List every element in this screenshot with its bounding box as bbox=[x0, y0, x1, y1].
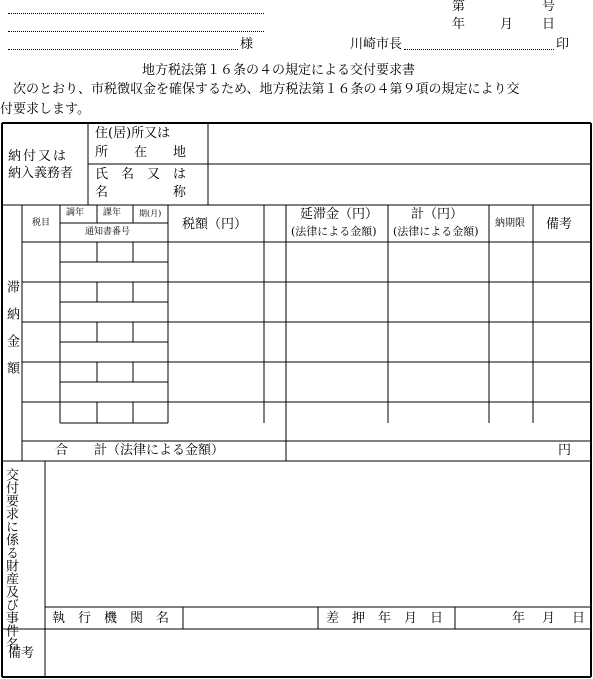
doc-number-gou: 号 bbox=[542, 0, 556, 14]
property-field[interactable] bbox=[46, 462, 590, 606]
remarks-field[interactable] bbox=[46, 630, 590, 676]
col-header-kei-sub: (法律による金額) bbox=[393, 225, 479, 238]
taxpayer-label-line-2: 納入義務者 bbox=[8, 166, 74, 181]
seizure-date-nen: 年 bbox=[512, 611, 526, 626]
mayor-label: 川崎市長 bbox=[350, 37, 403, 52]
seal-label: 印 bbox=[556, 37, 570, 52]
address-field[interactable] bbox=[209, 124, 590, 163]
property-label: 交付要求に係る財産及び事件名 bbox=[3, 468, 18, 650]
col-header-tsuchisho: 通知書番号 bbox=[85, 227, 131, 237]
seizure-date-tsuki: 月 bbox=[542, 611, 556, 626]
total-unit: 円 bbox=[558, 443, 572, 458]
date-nen: 年 bbox=[452, 17, 466, 32]
document-title: 地方税法第１６条の４の規定による交付要求書 bbox=[142, 63, 416, 78]
col-header-ki: 期(月) bbox=[139, 209, 162, 218]
col-header-zeigaku: 税額（円） bbox=[182, 217, 248, 232]
total-amount-field[interactable] bbox=[287, 442, 547, 460]
remarks-label: 備考 bbox=[8, 646, 35, 661]
enforcement-agency-label: 執 行 機 関 名 bbox=[52, 611, 170, 626]
taxpayer-label-line-1: 納付又は bbox=[8, 149, 69, 164]
name-label-line-2: 名 称 bbox=[95, 185, 187, 200]
intro-text-line-2: 付要求します。 bbox=[0, 102, 90, 117]
date-hi: 日 bbox=[542, 17, 556, 32]
col-header-entaikin: 延滞金（円） bbox=[300, 207, 379, 222]
seizure-date-label: 差 押 年 月 日 bbox=[326, 611, 444, 626]
col-header-kei: 計（円） bbox=[411, 207, 464, 222]
date-tsuki: 月 bbox=[500, 17, 514, 32]
col-header-zeimoku: 税目 bbox=[32, 218, 51, 228]
total-label: 合 計（法律による金額） bbox=[55, 443, 225, 458]
col-header-bikou: 備考 bbox=[546, 217, 573, 232]
col-header-kanoshi: 課年 bbox=[103, 208, 122, 218]
arrears-side-label: 滞納金額 bbox=[4, 280, 19, 388]
col-header-noukigen: 納期限 bbox=[495, 218, 525, 229]
name-label-line-1: 氏 名 又 は bbox=[95, 167, 187, 182]
enforcement-agency-field[interactable] bbox=[184, 608, 317, 628]
name-field[interactable] bbox=[209, 165, 590, 204]
doc-number-dai: 第 bbox=[452, 0, 466, 14]
col-header-entaikin-sub: (法律による金額) bbox=[291, 225, 377, 238]
sama-label: 様 bbox=[240, 37, 254, 52]
address-label-line-1: 住(居)所又は bbox=[95, 126, 171, 141]
seizure-date-hi: 日 bbox=[572, 611, 586, 626]
intro-text-line-1: 次のとおり、市税徴収金を確保するため、地方税法第１６条の４第９項の規定により交 bbox=[13, 82, 520, 97]
col-header-choutoshi: 調年 bbox=[66, 208, 85, 218]
address-label-line-2: 所 在 地 bbox=[95, 145, 187, 160]
